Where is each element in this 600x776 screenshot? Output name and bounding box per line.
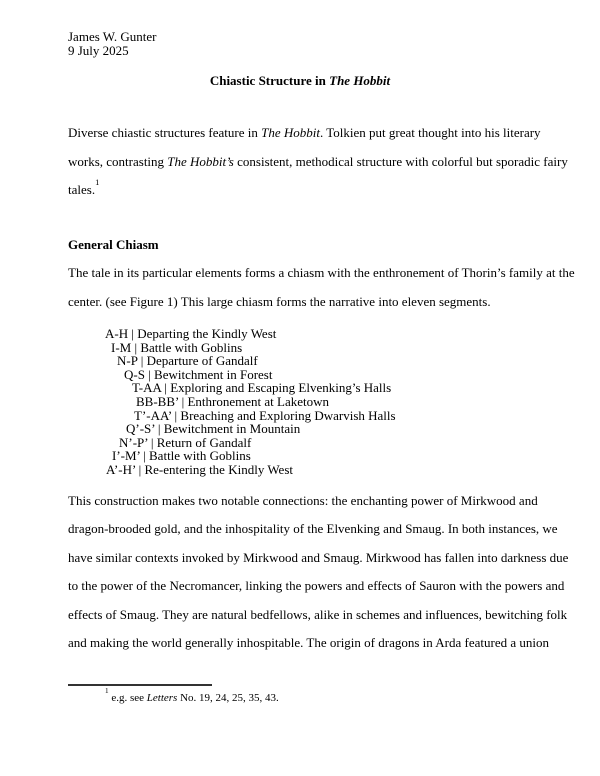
text-run: effects of Smaug. They are natural bedfellows, alike in schemes and influences, bewitching folk bbox=[68, 606, 568, 622]
paragraph-line bbox=[68, 544, 569, 573]
footnote-text bbox=[109, 692, 279, 704]
paragraph-general-chiasm bbox=[68, 259, 575, 316]
author-line: James W. Gunter bbox=[68, 29, 157, 44]
paragraph-connections bbox=[68, 487, 569, 658]
paragraph-line bbox=[68, 288, 532, 317]
paragraph-line bbox=[68, 572, 565, 601]
text-run: The tale in its particular elements forms a chiasm with the enthronement of Thorin’s family at the bbox=[68, 265, 575, 280]
chiasm-line: T’-AA’ | Breaching and Exploring Dwarvish Halls bbox=[134, 407, 396, 423]
document-title bbox=[68, 74, 532, 88]
text-run: Letters bbox=[146, 691, 178, 704]
footnote-rule bbox=[68, 684, 212, 686]
chiasm-line: I-M | Battle with Goblins bbox=[111, 339, 243, 355]
chiasm-line: N’-P’ | Return of Gandalf bbox=[119, 434, 252, 450]
paragraph-line bbox=[68, 515, 558, 544]
chiasm-line: BB-BB’ | Enthronement at Laketown bbox=[136, 393, 329, 409]
paragraph-line bbox=[68, 487, 538, 516]
text-run: tales. bbox=[68, 182, 96, 197]
chiasm-line: Q’-S’ | Bewitchment in Mountain bbox=[126, 421, 301, 437]
text-run: The Hobbit bbox=[261, 125, 320, 140]
text-run: No. 19, 24, 25, 35, 43. bbox=[177, 691, 279, 704]
paragraph-line bbox=[68, 119, 541, 148]
paragraph-intro bbox=[68, 119, 568, 205]
text-run: dragon-brooded gold, and the inhospitality of the Elvenking and Smaug. In both instances, we bbox=[68, 521, 558, 537]
chiasm-line: A’-H’ | Re-entering the Kindly West bbox=[106, 461, 294, 477]
text-run: to the power of the Necromancer, linking the powers and effects of Sauron with the powers and bbox=[68, 578, 565, 594]
text-run: consistent, methodical structure with colorful but sporadic fairy bbox=[233, 153, 568, 169]
paragraph-line bbox=[68, 259, 575, 288]
text-run: e.g. see bbox=[108, 691, 147, 704]
text-run: 1 bbox=[95, 176, 100, 187]
section-heading-general-chiasm: General Chiasm bbox=[68, 236, 159, 252]
chiasm-line: N-P | Departure of Gandalf bbox=[117, 353, 258, 369]
chiasm-figure bbox=[68, 327, 532, 477]
text-run: The Hobbit bbox=[329, 73, 391, 88]
paragraph-line bbox=[68, 601, 568, 630]
chiasm-line: Q-S | Bewitchment in Forest bbox=[124, 366, 273, 382]
footnote bbox=[68, 686, 532, 705]
text-run: and making the world generally inhospitable. The origin of dragons in Arda featured a union bbox=[68, 635, 549, 651]
text-run: Chiastic Structure in bbox=[209, 73, 330, 88]
text-run: have similar contexts invoked by Mirkwood and Smaug. Mirkwood has fallen into darkness due bbox=[68, 549, 569, 565]
text-run: The Hobbit’s bbox=[167, 153, 234, 169]
text-run: Diverse chiastic structures feature in bbox=[68, 125, 262, 140]
text-run: works, contrasting bbox=[68, 153, 168, 169]
chiasm-line: I’-M’ | Battle with Goblins bbox=[112, 448, 251, 464]
chiasm-line: A-H | Departing the Kindly West bbox=[105, 326, 277, 341]
text-run: center. (see Figure 1) This large chiasm forms the narrative into eleven segments. bbox=[68, 293, 491, 309]
paragraph-line bbox=[68, 148, 568, 177]
text-run: This construction makes two notable connections: the enchanting power of Mirkwood and bbox=[68, 492, 538, 508]
document-header bbox=[68, 30, 532, 57]
footnote-marker: 1 bbox=[105, 686, 109, 695]
paragraph-line bbox=[68, 629, 549, 658]
date-line: 9 July 2025 bbox=[68, 42, 129, 58]
paragraph-line bbox=[68, 176, 532, 205]
chiasm-line: T-AA | Exploring and Escaping Elvenking’s Halls bbox=[132, 380, 392, 396]
text-run: . Tolkien put great thought into his literary bbox=[320, 125, 541, 140]
